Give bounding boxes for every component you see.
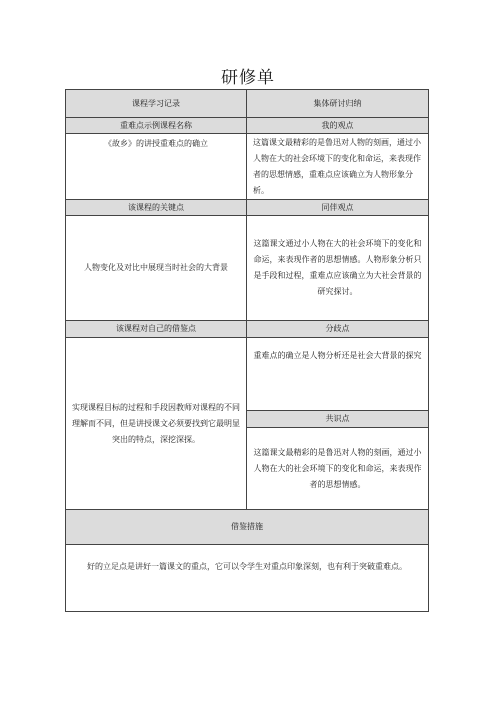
row1-left-head: [65, 117, 247, 134]
measures-head: [65, 509, 429, 545]
header-left-label: 课程学习记录: [132, 98, 180, 108]
header-right-label: 集体研讨归纳: [313, 98, 362, 108]
row3-left-content: [65, 337, 247, 510]
page-title: 研修单: [221, 68, 275, 88]
row3-right-head2-label: 共识点: [325, 414, 350, 423]
row3-right-head: [246, 320, 429, 338]
row3-left-text: 实现课程目标的过程和手段因教师对课程的不同理解而不同，但是讲授课文必须要找到它最明显突出的特点，深挖深探。: [72, 402, 240, 444]
row3-right-head-label: 分歧点: [325, 324, 350, 333]
row3-left-head: [65, 320, 247, 338]
row1-right-head-label: 我的观点: [321, 120, 354, 130]
measures-head-label: 借鉴措施: [231, 522, 263, 531]
row1-left-head-label: 重难点示例课程名称: [120, 120, 192, 130]
row2-left-content: [65, 215, 247, 321]
row2-right-text: 这篇课文通过小人物在大的社会环境下的变化和命运，来表现作者的思想情感。人物形象分析只是手段和过程，重难点应该确立为大社会背景的研究探讨。: [253, 239, 422, 296]
row2-right-head: [246, 199, 429, 216]
row2-left-text: 人物变化及对比中展现当时社会的大背景: [84, 263, 228, 272]
row1-right-content: [246, 133, 429, 200]
row2-right-content: [246, 215, 429, 321]
row3-right-content2: [246, 427, 429, 510]
measures-text: 好的立足点是讲好一篇课文的重点，它可以令学生对重点印象深刻，也有利于突破重难点。: [87, 562, 407, 571]
row1-right-text: 这篇课文最精彩的是鲁迅对人物的刻画，通过小人物在大的社会环境下的变化和命运，来表现作者的思想情感，重难点应该确立为人物形象分析。: [253, 137, 421, 195]
row3-right-head2: [246, 410, 429, 428]
row2-left-head-label: 该课程的关键点: [128, 202, 184, 212]
row1-right-head: [246, 117, 429, 134]
measures-content: [65, 544, 429, 612]
header-left: [65, 89, 247, 118]
row1-left-text: 《故乡》的讲授重难点的确立: [104, 139, 208, 148]
row2-right-head-label: 同伴观点: [321, 202, 354, 212]
row2-left-head: [65, 199, 247, 216]
header-right: [246, 89, 429, 118]
row3-right-text2: 这篇课文最精彩的是鲁迅对人物的刻画，通过小人物在大的社会环境下的变化和命运，来表现作者的思想情感。: [253, 447, 422, 489]
row3-left-head-label: 该课程对自己的借鉴点: [116, 324, 196, 333]
row1-left-content: [65, 133, 247, 200]
row3-right-text: 重难点的确立是人物分析还是社会大背景的探究: [253, 351, 422, 360]
row3-right-content: [246, 337, 429, 411]
